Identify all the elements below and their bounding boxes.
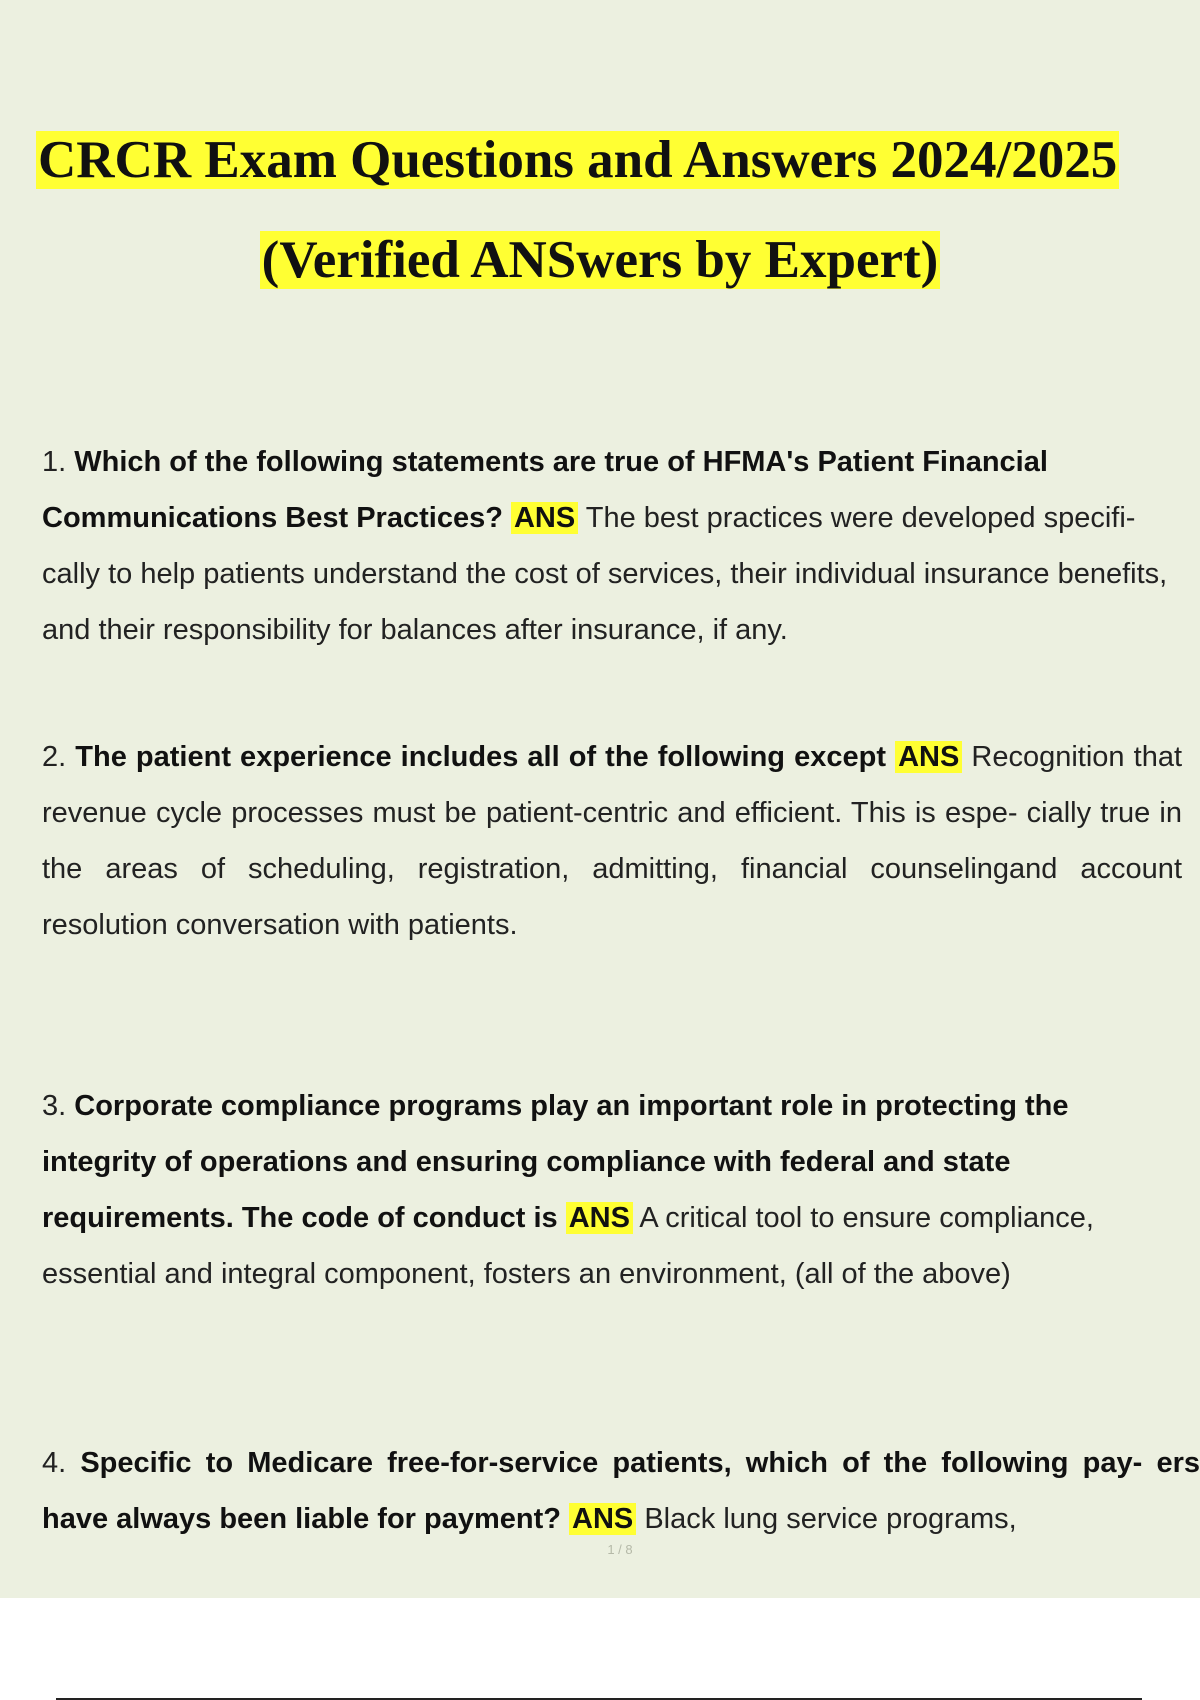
question-item-3 bbox=[42, 1078, 1182, 1302]
answer-text: A critical tool to ensure compliance, essential and integral component, fosters an environment, (all of the above) bbox=[42, 1202, 1094, 1290]
answer-label: ANS bbox=[566, 1202, 633, 1234]
subtitle-highlight: (Verified ANSwers by Expert) bbox=[261, 231, 939, 289]
title-highlight: CRCR Exam Questions and Answers 2024/2025 bbox=[38, 131, 1118, 189]
title-line-1 bbox=[36, 126, 1200, 194]
question-item-2 bbox=[42, 729, 1182, 953]
answer-text: Black lung service programs, bbox=[644, 1503, 1017, 1535]
page-indicator: 1 / 8 bbox=[607, 1542, 633, 1557]
title-line-2 bbox=[0, 226, 1200, 294]
question-number: 3. bbox=[42, 1090, 67, 1122]
answer-label: ANS bbox=[511, 502, 578, 534]
question-number: 1. bbox=[42, 446, 67, 478]
question-number: 4. bbox=[42, 1447, 67, 1479]
question-item-1 bbox=[42, 434, 1182, 658]
answer-text: The best practices were developed specifi-cally to help patients understand the cost of services, their individual insurance benefits, and their responsibility for balances after insurance, if any. bbox=[42, 502, 1168, 646]
question-item-4 bbox=[42, 1435, 1200, 1547]
question-number: 2. bbox=[42, 741, 67, 773]
question-text: Specific to Medicare free-for-service patients, which of the following pay- ers have always been liable for payment? bbox=[42, 1447, 1200, 1535]
question-text: Corporate compliance programs play an important role in protecting the integrity of operations and ensuring compliance with federal and state requirements. The code of conduct is bbox=[42, 1090, 1069, 1234]
answer-label: ANS bbox=[895, 741, 962, 773]
answer-label: ANS bbox=[569, 1503, 636, 1535]
question-text: Which of the following statements are true of HFMA's Patient Financial Communications Best Practices? bbox=[42, 446, 1048, 534]
answer-text: Recognition that revenue cycle processes must be patient-centric and efficient. This is espe- cially true in the areas of scheduling, registration, admitting, financial counselingand account resolution conversation with patients. bbox=[42, 741, 1183, 941]
question-text: The patient experience includes all of the following except bbox=[75, 741, 886, 773]
